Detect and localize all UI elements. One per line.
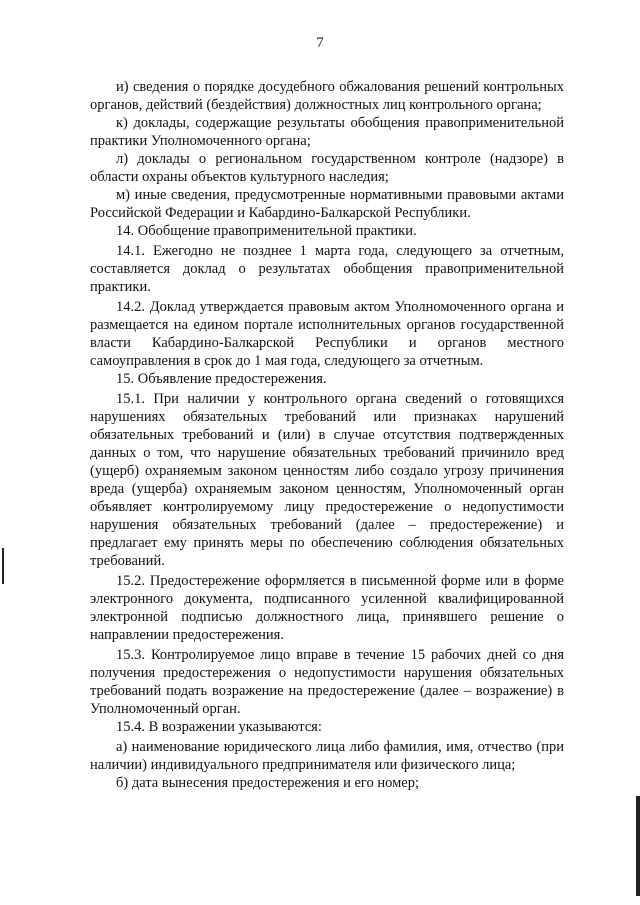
page-number: 7 bbox=[316, 35, 324, 51]
scan-edge-mark-left bbox=[2, 548, 4, 584]
paragraph-item-k: к) доклады, содержащие результаты обобщения правоприменительной практики Уполномоченного органа; bbox=[90, 115, 564, 149]
paragraph-14-1: 14.1. Ежегодно не позднее 1 марта года, следующего за отчетным, составляется доклад о результатах обобщения правоприменительной практики. bbox=[90, 243, 564, 295]
paragraph-15-2: 15.2. Предостережение оформляется в письменной форме или в форме электронного документа, подписанного усиленной квалифицированной электронной подписью должностного лица, принявшего решение о направлении предостережения. bbox=[90, 573, 564, 643]
paragraph-15-3: 15.3. Контролируемое лицо вправе в течение 15 рабочих дней со дня получения предостережения о недопустимости нарушения обязательных требований подать возражение на предостережение (далее – возражение) в Уполномоченный орган. bbox=[90, 647, 564, 717]
paragraph-15-1: 15.1. При наличии у контрольного органа сведений о готовящихся нарушениях обязательных требований или признаках нарушений обязательных требований и (или) в случае отсутствия подтвержденных данных о том, что нарушение обязательных требований причинило вред (ущерб) охраняемым законом ценностям либо создало угрозу причинения вреда (ущерба) охраняемым законом ценностям, Уполномоченный орган объявляет контролируемому лицу предостережение о недопустимости нарушения обязательных требований (далее – предостережение) и предлагает ему принять меры по обеспечению соблюдения обязательных требований. bbox=[90, 391, 564, 569]
paragraph-item-b: б) дата вынесения предостережения и его номер; bbox=[116, 775, 419, 791]
paragraph-item-i: и) сведения о порядке досудебного обжалования решений контрольных органов, действий (бездействия) должностных лиц контрольного органа; bbox=[90, 79, 564, 113]
section-heading-15: 15. Объявление предостережения. bbox=[116, 371, 327, 387]
document-body bbox=[90, 78, 564, 792]
section-heading-14: 14. Обобщение правоприменительной практики. bbox=[116, 223, 417, 239]
paragraph-15-4: 15.4. В возражении указываются: bbox=[116, 719, 322, 735]
paragraph-item-l: л) доклады о региональном государственном контроле (надзоре) в области охраны объектов культурного наследия; bbox=[90, 151, 564, 185]
paragraph-14-2: 14.2. Доклад утверждается правовым актом Уполномоченного органа и размещается на едином портале исполнительных органов государственной власти Кабардино-Балкарской Республики и органов местного самоуправления в срок до 1 мая года, следующего за отчетным. bbox=[90, 299, 564, 369]
scan-edge-mark-right bbox=[636, 796, 640, 896]
paragraph-item-a: а) наименование юридического лица либо фамилия, имя, отчество (при наличии) индивидуального предпринимателя или физического лица; bbox=[90, 739, 564, 773]
paragraph-item-m: м) иные сведения, предусмотренные нормативными правовыми актами Российской Федерации и Кабардино-Балкарской Республики. bbox=[90, 187, 564, 221]
